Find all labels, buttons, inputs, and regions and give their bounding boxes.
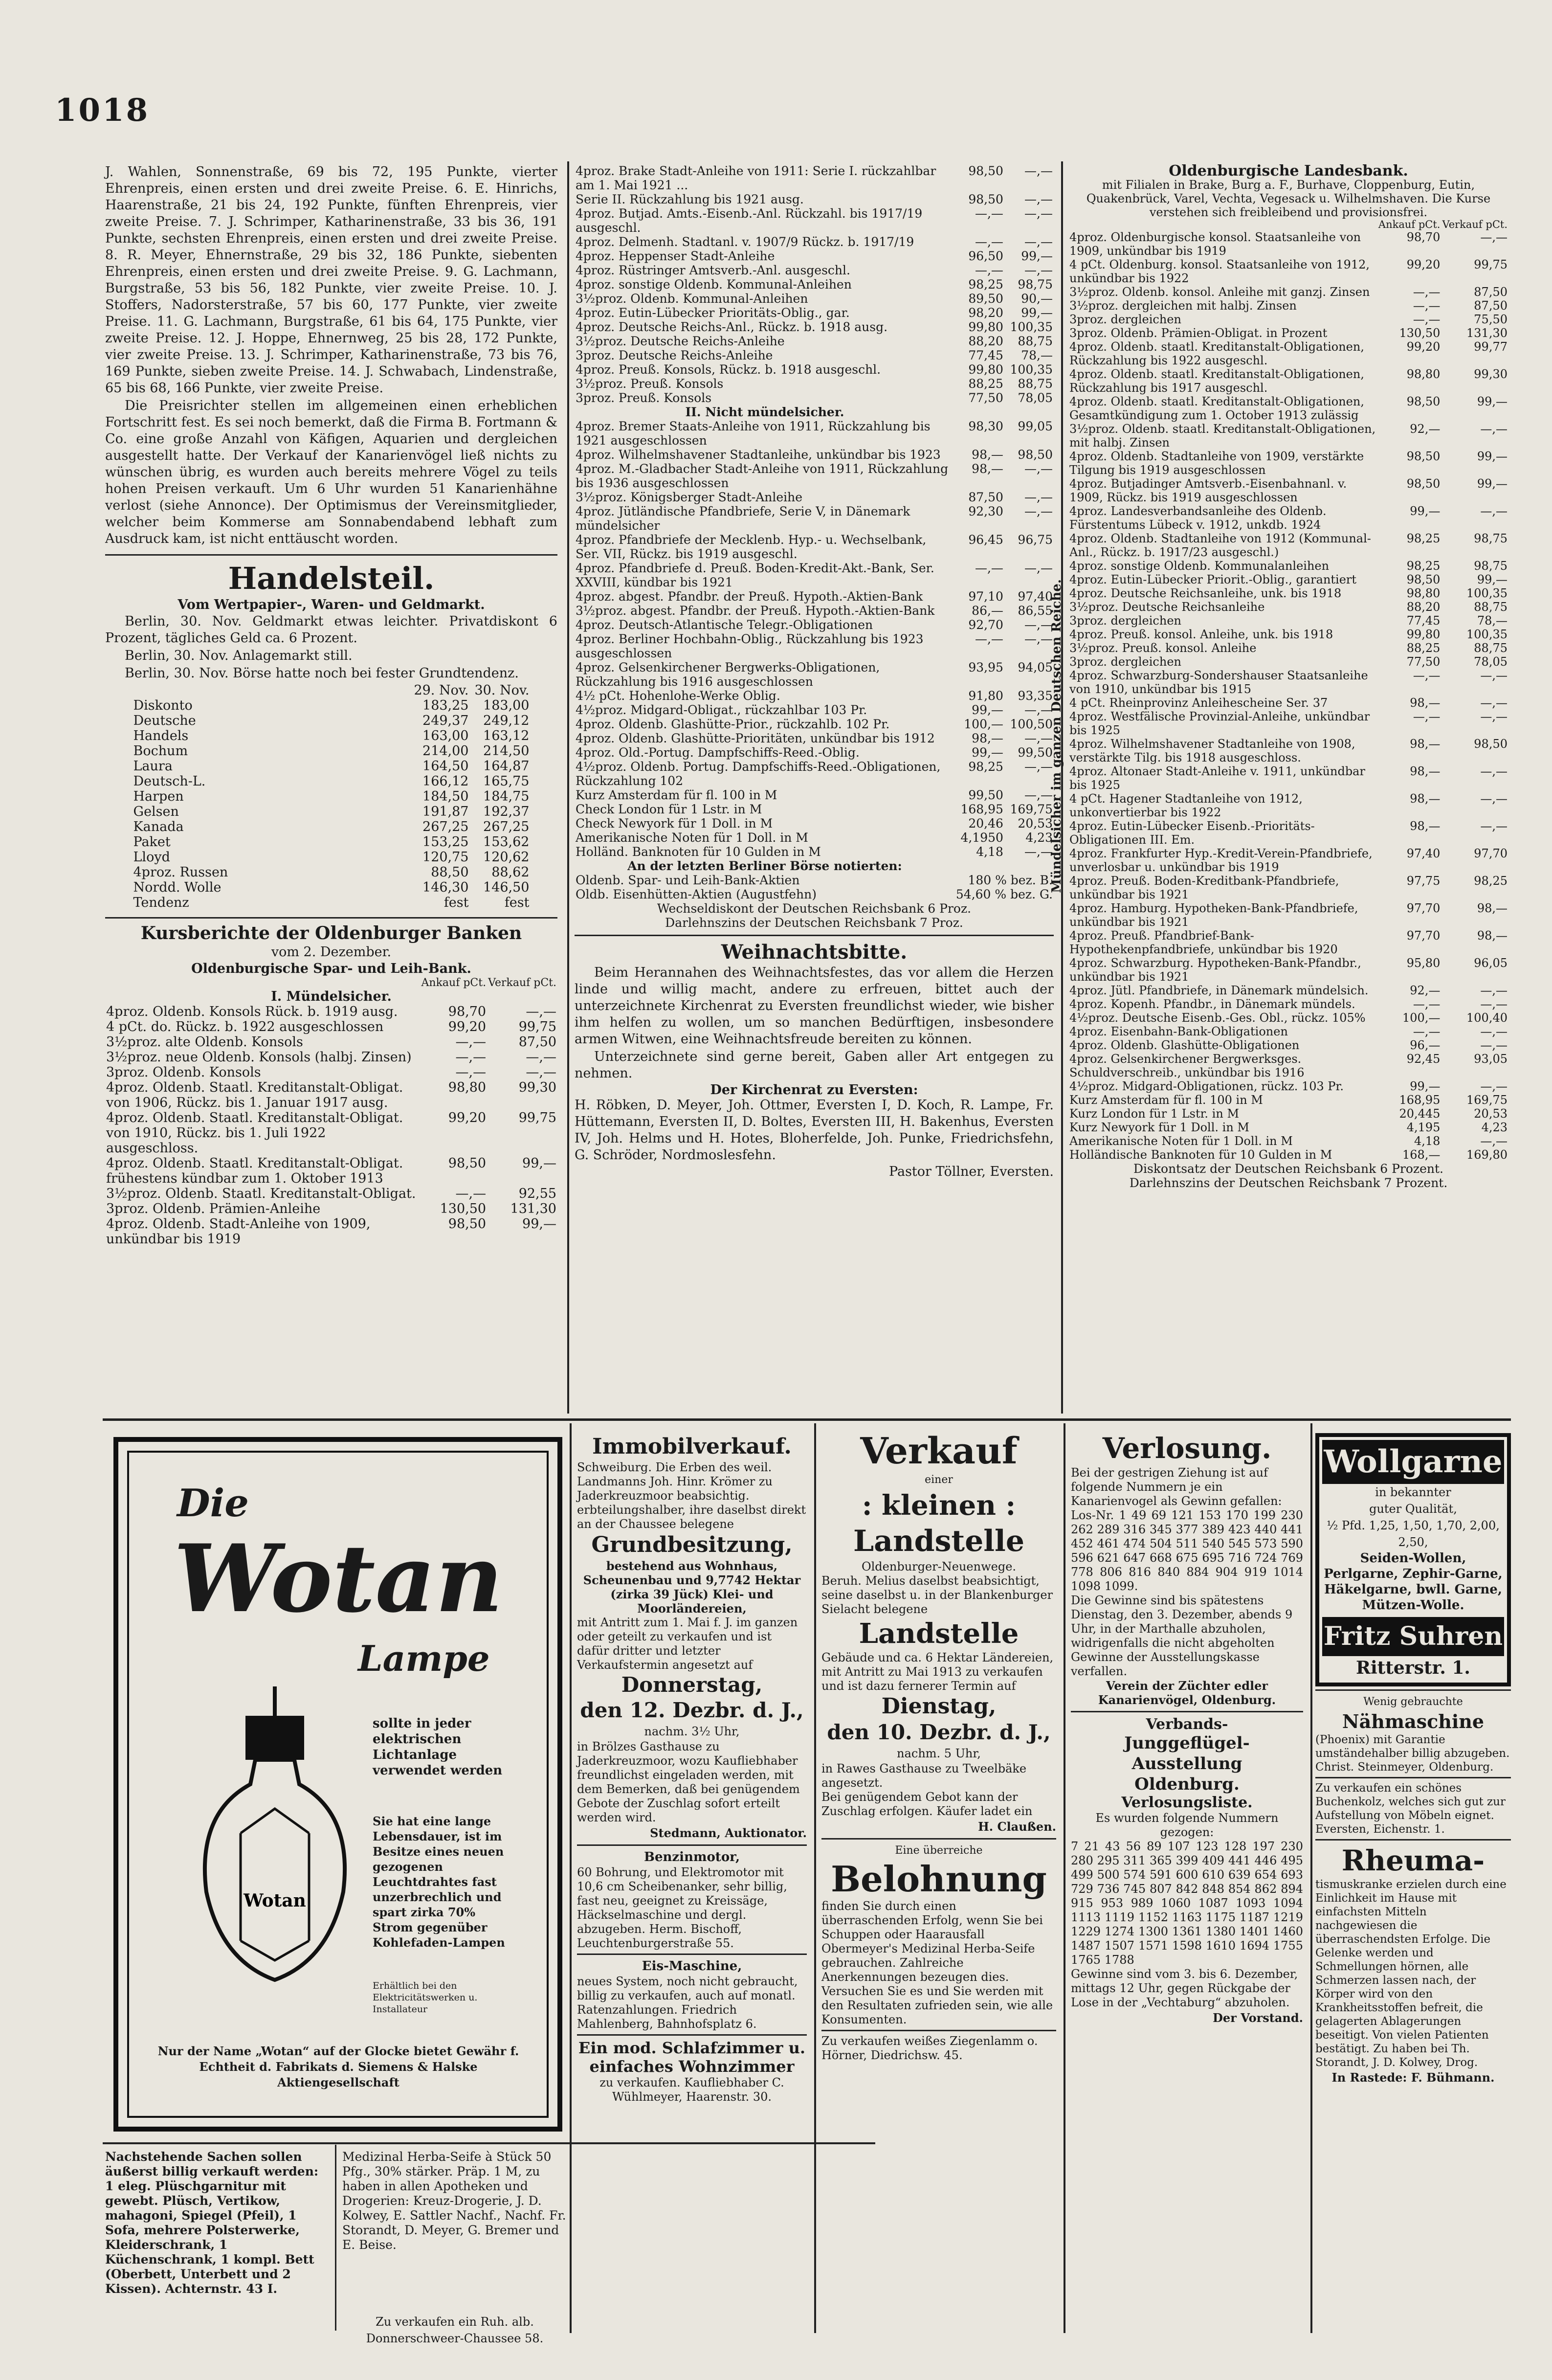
table-row: 4proz. Gelsenkirchener Bergwerks-Obligationen, Rückzahlung bis 1916 ausgeschlossen 93,95 94,05 <box>576 660 1053 689</box>
table-row: 4 pCt. Rheinprovinz Anleihescheine Ser. 37 98,— —,— <box>1069 696 1508 710</box>
market-para-2: Berlin, 30. Nov. Anlagemarkt still. <box>125 648 353 663</box>
side-label <box>1050 467 1064 1005</box>
judges-text: Die Preisrichter stellen im allgemeinen einen erheblichen Fortschritt fest. Es sei noch bemerkt, daß die Firma B. Fortmann & Co. eine große Anzahl von Käfigen, Aquarien und dergleichen ausgestellt hatte. Der Verkauf der Kanarienvögel ließ nichts zu wünschen übrig, es wurden auch bereits mehrere Vögel zu teils hohen Preisen verkauft. Um 6 Uhr wurden 51 Kanarienhähne verlost (siehe Annonce). Der Optimismus der Vereinsmitglieder, welcher beim Kommerse am Sonnabendabend lebhaft zum Ausdruck kam, ist nicht enttäuscht worden. <box>105 398 557 546</box>
immobil-grund: Grundbesitzung, <box>591 1532 793 1557</box>
oldb-banks-title: Kursberichte der Oldenburger Banken <box>140 923 522 943</box>
benzin-text: 60 Bohrung, und Elektromotor mit 10,6 cm Scheibenanker, sehr billig, fast neu, geeignet zu Kreissäge, Häckselmaschine und dergl. abzugeben. Herm. Bischoff, Leuchtenburgerstraße 55. <box>577 1865 787 1950</box>
immobil-time: nachm. 3½ Uhr, <box>644 1725 740 1738</box>
weihnachtsbitte-text2: Unterzeichnete sind gerne bereit, Gaben aller Art entgegen zu nehmen. <box>575 1049 1054 1081</box>
table-row: 4proz. Berliner Hochbahn-Oblig., Rückzahlung bis 1923 ausgeschlossen —,— —,— <box>576 632 1053 660</box>
wotan-footer: Nur der Name „Wotan“ auf der Glocke bietet Gewähr f. Echtheit d. Fabrikats d. Siemens & Halske Aktiengesellschaft <box>157 2044 519 2089</box>
table-row: 3½proz. Preuß. Konsols 88,25 88,75 <box>576 377 1053 391</box>
wollgarne-bekannter: in bekannter <box>1375 1485 1451 1499</box>
table-row: 4proz. Deutsche Reichs-Anl., Rückz. b. 1918 ausg. 99,80 100,35 <box>576 320 1053 334</box>
table-row: 4proz. Wilhelmshavener Stadtanleihe, unkündbar bis 1923 98,— 98,50 <box>576 448 1053 462</box>
table-row: 4proz. Preuß. konsol. Anleihe, unk. bis 1918 99,80 100,35 <box>1069 628 1508 641</box>
table-row: 4proz. Butjadinger Amtsverb.-Eisenbahnanl. v. 1909, Rückz. bis 1919 ausgeschlossen 98,50 99,— <box>1069 477 1508 504</box>
belohnung-eine: Eine überreiche <box>895 1844 983 1857</box>
table-row: Gelsen 191,87 192,37 <box>133 804 530 819</box>
table-row: 4proz. Eutin-Lübecker Priorit.-Oblig., garantiert 98,50 99,— <box>1069 573 1508 586</box>
table-row: 4proz. sonstige Oldenb. Kommunal-Anleihen 98,25 98,75 <box>576 277 1053 292</box>
wotan-lampe: Lampe <box>358 1638 490 1679</box>
table-row: 4proz. abgest. Pfandbr. der Preuß. Hypoth.-Aktien-Bank 97,10 97,40 <box>576 589 1053 604</box>
verkauf-date: den 10. Dezbr. d. J., <box>827 1720 1051 1744</box>
table-row: II. Nicht mündelsicher. <box>685 405 844 419</box>
lower-rule <box>103 2142 875 2144</box>
verlosung-numbers: Los-Nr. 1 49 69 121 153 170 199 230 262 289 316 345 377 389 423 440 441 452 461 474 504 511 540 545 573 590 596 621 647 668 675 695 716 724 769 778 806 816 840 884 904 919 1014 1098 1099. <box>1071 1508 1303 1593</box>
table-row: 3proz. Deutsche Reichs-Anleihe 77,45 78,— <box>576 348 1053 362</box>
verkauf-sig: H. Claußen. <box>978 1819 1056 1834</box>
bulb-label: Wotan <box>244 1890 306 1911</box>
table-row: 4½proz. Midgard-Obligationen, rückz. 103 Pr. 99,— —,— <box>1069 1079 1508 1093</box>
table-row: Handels 163,00 163,12 <box>133 728 530 743</box>
table-row: 3½proz. dergleichen mit halbj. Zinsen —,— 87,50 <box>1069 299 1508 313</box>
herba-ad: Medizinal Herba-Seife à Stück 50 Pfg., 30% stärker. Präp. 1 M, zu haben in allen Apotheken und Drogerien: Kreuz-Drogerie, J. D. Kolwey, E. Sattler Nachf., Nachf. Fr. Storandt, D. Meyer, G. Bremer und E. Beise. <box>342 2150 566 2252</box>
table-row: Kurz Amsterdam für fl. 100 in M 99,50 —,— <box>576 788 1053 802</box>
lightbulb-icon <box>182 1686 368 1995</box>
verkauf-day: Dienstag, <box>881 1694 997 1719</box>
table-row: 3½proz. abgest. Pfandbr. der Preuß. Hypoth.-Aktien-Bank 86,— 86,55 <box>576 604 1053 618</box>
verlosung-sig: Verein der Züchter edler Kanarienvögel, Oldenburg. <box>1098 1679 1276 1707</box>
oldenburg-title: Oldenburg. <box>1134 1774 1240 1794</box>
verkauf-landstelle: Landstelle <box>853 1524 1025 1558</box>
verkauf-ort2: in Rawes Gasthause zu Tweelbäke angesetzt. <box>821 1762 1027 1790</box>
table-row: 4proz. Oldenb. Stadt-Anleihe von 1909, unkündbar bis 1919 98,50 99,— <box>106 1216 556 1247</box>
table-row: 4proz. Jütl. Pfandbriefe, in Dänemark mündelsich. 92,— —,— <box>1069 984 1508 997</box>
table-row: 4proz. Schwarzburg-Sondershauser Staatsanleihe von 1910, unkündbar bis 1915 —,— —,— <box>1069 669 1508 696</box>
immobil-ort: in Brölzes Gasthause zu Jaderkreuzmoor, wozu Kaufliebhaber freundlichst eingeladen werden, mit dem Bemerken, daß bei genügendem Gebote der Zuschlag sofort erteilt werden wird. <box>577 1740 800 1824</box>
schlaf-title: Ein mod. Schlafzimmer u. einfaches Wohnzimmer <box>578 2039 806 2076</box>
immobil-date: den 12. Dezbr. d. J., <box>580 1698 804 1722</box>
table-row: Nordd. Wolle 146,30 146,50 <box>133 880 530 895</box>
wollgarne-box <box>1315 1433 1511 1686</box>
verkauf-text1: Beruh. Melius daselbst beabsichtigt, seine daselbst u. in der Blankenburger Sielacht belegene <box>821 1574 1053 1616</box>
column-rule-1 <box>567 161 569 1414</box>
table-row: 4proz. Preuß. Boden-Kreditbank-Pfandbriefe, unkündbar bis 1921 97,75 98,25 <box>1069 874 1508 901</box>
belohnung-title: Belohnung <box>831 1858 1047 1900</box>
table-row: 4proz. Heppenser Stadt-Anleihe 96,50 99,— <box>576 249 1053 263</box>
table-row: 4proz. Altonaer Stadt-Anleihe v. 1911, unkündbar bis 1925 98,— —,— <box>1069 764 1508 792</box>
section-muendelsicher: I. Mündelsicher. <box>271 989 392 1004</box>
table-row: 4proz. Oldenb. Glashütte-Prior., rückzahlb. 102 Pr. 100,— 100,50 <box>576 717 1053 731</box>
table-row: Oldb. Eisenhütten-Aktien (Augustfehn) 54,60 % bez. G. <box>576 887 1053 901</box>
table-row: Deutsch-L. 166,12 165,75 <box>133 774 530 789</box>
table-row: Lloyd 120,75 120,62 <box>133 850 530 865</box>
belohnung-text: finden Sie durch einen überraschenden Erfolg, wenn Sie bei Schuppen oder Haarausfall Obermeyer's Medizinal Herba-Seife gebrauchen. Zahlreiche Anerkennungen bezeugen dies. Versuchen Sie es und Sie werden mit den Resultaten zufrieden sein, wie alle Konsumenten. <box>821 1899 1053 2026</box>
buche-text: Zu verkaufen ein schönes Buchenkolz, welches sich gut zur Aufstellung von Möbeln eignet. Eversten, Eichenstr. 1. <box>1315 1782 1506 1836</box>
table-row: 4proz. Russen 88,50 88,62 <box>133 865 530 880</box>
table-row: 3½proz. Königsberger Stadt-Anleihe 87,50 —,— <box>576 490 1053 504</box>
wechseldiskont: Wechseldiskont der Deutschen Reichsbank 6 Proz. <box>657 901 972 916</box>
table-row: 4proz. Bremer Staats-Anleihe von 1911, Rückzahlung bis 1921 ausgeschlossen 98,30 99,05 <box>576 419 1053 448</box>
verkauf-landstelle2: Landstelle <box>859 1617 1019 1650</box>
handelsteil-subtitle: Vom Wertpapier-, Waren- und Geldmarkt. <box>177 597 485 612</box>
table-row: 4proz. Delmenh. Stadtanl. v. 1907/9 Rückz. b. 1917/19 —,— —,— <box>576 235 1053 249</box>
column-3 <box>1049 162 1508 1190</box>
ziegenlamm-ad: Zu verkaufen weißes Ziegenlamm o. Hörner, Diedrichsw. 45. <box>821 2034 1038 2062</box>
column-1 <box>105 164 557 1247</box>
table-row: 4proz. Oldenburgische konsol. Staatsanleihe von 1909, unkündbar bis 1919 98,70 —,— <box>1069 230 1508 258</box>
table-row: 4½proz. Deutsche Eisenb.-Ges. Obl., rückz. 105% 100,— 100,40 <box>1069 1011 1508 1025</box>
table-row: Bochum 214,00 214,50 <box>133 743 530 759</box>
table-row: Diskonto 183,25 183,00 <box>133 698 530 713</box>
table-row: 3½proz. Oldenb. Staatl. Kreditanstalt-Obligat. —,— 92,55 <box>106 1186 556 1201</box>
page-number: 1018 <box>55 92 150 129</box>
table-row: Kurz London für 1 Lstr. in M 20,445 20,53 <box>1069 1107 1508 1121</box>
table-row: 4proz. Schwarzburg. Hypotheken-Bank-Pfandbr., unkündbar bis 1921 95,80 96,05 <box>1069 956 1508 984</box>
immobil-sig: Stedmann, Auktionator. <box>650 1826 807 1840</box>
verkauf-title: Verkauf <box>860 1430 1018 1472</box>
table-row: Paket 153,25 153,62 <box>133 834 530 850</box>
market-para-3: Berlin, 30. Nov. Börse hatte noch bei fester Grundtendenz. <box>125 666 519 681</box>
wotan-note-3: Erhältlich bei den Elektricitätswerken u. Installateur <box>373 1980 478 2015</box>
table-row: 4proz. Oldenb. staatl. Kreditanstalt-Obligationen, Rückzahlung bis 1922 ausgeschl. 99,20 99,77 <box>1069 340 1508 367</box>
naehmaschine-text: (Phoenix) mit Garantie umständehalber billig abzugeben. Christ. Steinmeyer, Oldenburg. <box>1315 1733 1510 1774</box>
verkauf-text3: Bei genügendem Gebot kann der Zuschlag erfolgen. Käufer ladet ein <box>821 1790 1033 1818</box>
table-row: 4proz. Deutsche Reichsanleihe, unk. bis 1918 98,80 100,35 <box>1069 586 1508 600</box>
quote-head-blank <box>133 683 409 698</box>
verlosung-ad <box>1071 1431 1303 2026</box>
naehmaschine-title: Nähmaschine <box>1342 1710 1485 1732</box>
verlosung-title: Verlosung. <box>1102 1432 1272 1465</box>
table-row: 3proz. Oldenb. Prämien-Anleihe 130,50 131,30 <box>106 1201 556 1216</box>
table-row: 4proz. Westfälische Provinzial-Anleihe, unkündbar bis 1925 —,— —,— <box>1069 710 1508 737</box>
wollgarne-ad <box>1315 1433 1511 2086</box>
table-row: 4proz. Preuß. Pfandbrief-Bank-Hypothekenpfandbriefe, unkündbar bis 1920 97,70 98,— <box>1069 929 1508 956</box>
immobil-antritt: mit Antritt zum 1. Mai f. J. im ganzen oder geteilt zu verkaufen und ist dafür dritter und letzter Verkaufstermin angesetzt auf <box>577 1616 798 1672</box>
table-row: 4½proz. Midgard-Obligat., rückzahlbar 103 Pr. 99,— —,— <box>576 703 1053 717</box>
nachstehende-ad: Nachstehende Sachen sollen äußerst billig verkauft werden: 1 eleg. Plüschgarnitur mit gewebt. Plüsch, Vertikow, mahagoni, Spiegel (Pfeil), 1 Sofa, mehrere Polsterwerke, Kleiderschrank, 1 Küchenschrank, 1 kompl. Bett (Oberbett, Unterbett und 2 Kissen). Achternstr. 43 I. <box>105 2150 319 2296</box>
table-row: 3proz. Preuß. Konsols 77,50 78,05 <box>576 391 1053 405</box>
table-row: 4proz. Preuß. Konsols, Rückz. b. 1918 ausgeschl. 99,80 100,35 <box>576 362 1053 377</box>
table-row: 3proz. dergleichen 77,45 78,— <box>1069 614 1508 628</box>
table-row: Holländ. Banknoten für 10 Gulden in M 4,18 —,— <box>576 845 1053 859</box>
wotan-name: Wotan <box>174 1524 503 1633</box>
kirchenrat-heading: Der Kirchenrat zu Eversten: <box>710 1082 918 1098</box>
junggefluegel-title: Junggeflügel-Ausstellung <box>1124 1733 1250 1774</box>
verkauf-time: nachm. 5 Uhr, <box>897 1747 981 1760</box>
table-row: Deutsche 249,37 249,12 <box>133 713 530 728</box>
table-row: 4proz. Brake Stadt-Anleihe von 1911: Serie I. rückzahlbar am 1. Mai 1921 ... 98,50 —,— <box>576 164 1053 192</box>
table-row: 4proz. Frankfurter Hyp.-Kredit-Verein-Pfandbriefe, unverlosbar u. unkündbar bis 1919 97,40 97,70 <box>1069 847 1508 874</box>
immobil-title: Immobilverkauf. <box>592 1434 792 1459</box>
table-row: 4 pCt. Hagener Stadtanleihe von 1912, unkonvertierbar bis 1922 98,— —,— <box>1069 792 1508 819</box>
table-row: Holländische Banknoten für 10 Gulden in M 168,— 169,80 <box>1069 1148 1508 1162</box>
table-row: 4proz. Oldenb. Staatl. Kreditanstalt-Obligat. frühestens kündbar zum 1. Oktober 1913 98,50 99,— <box>106 1156 556 1186</box>
wotan-die: Die <box>177 1481 249 1526</box>
table-row: 3½proz. Preuß. konsol. Anleihe 88,25 88,75 <box>1069 641 1508 655</box>
berlin-quotes-table <box>133 683 531 910</box>
table-row: 3proz. Oldenb. Prämien-Obligat. in Prozent 130,50 131,30 <box>1069 326 1508 340</box>
liste-text: Es wurden folgende Nummern gezogen: <box>1095 1811 1279 1839</box>
immobil-day: Donnerstag, <box>621 1673 763 1697</box>
oldb-bank-name: Oldenburgische Spar- und Leih-Bank. <box>191 961 471 976</box>
darlehnszins-3: Darlehnszins der Deutschen Reichsbank 7 Prozent. <box>1129 1176 1448 1190</box>
liste-text4: Gewinne sind vom 3. bis 6. Dezember, mittags 12 Uhr, gegen Rückgabe der Lose in der „Vechtaburg“ abzuholen. <box>1071 1967 1298 2009</box>
table-row: Kanada 267,25 267,25 <box>133 819 530 834</box>
rheuma-title: Rheuma- <box>1341 1844 1485 1877</box>
verkauf-ad <box>821 1431 1056 2063</box>
table-row: 4proz. Oldenb. Glashütte-Obligationen 96,— —,— <box>1069 1038 1508 1052</box>
table-row: Laura 164,50 164,87 <box>133 759 530 774</box>
head-ankauf: Ankauf pCt. <box>421 977 487 989</box>
table-row: Check Newyork für 1 Doll. in M 20,46 20,53 <box>576 816 1053 831</box>
table-row: 4proz. Jütländische Pfandbriefe, Serie V, in Dänemark mündelsicher 92,30 —,— <box>576 504 1053 533</box>
table-row: 4proz. Oldenb. staatl. Kreditanstalt-Obligationen, Rückzahlung bis 1917 ausgeschl. 98,80 99,30 <box>1069 367 1508 395</box>
landesbank-sub: mit Filialen in Brake, Burg a. F., Burhave, Cloppenburg, Eutin, Quakenbrück, Varel, Vechta, Vegesack u. Wilhelmshaven. Die Kurse verstehen sich freibleibend und provisionsfrei. <box>1086 178 1491 219</box>
table-row: 3½proz. neue Oldenb. Konsols (halbj. Zinsen) —,— —,— <box>106 1050 556 1065</box>
table-row: 4proz. Deutsch-Atlantische Telegr.-Obligationen 92,70 —,— <box>576 618 1053 632</box>
table-row: 4proz. Butjad. Amts.-Eisenb.-Anl. Rückzahl. bis 1917/19 ausgeschl. —,— —,— <box>576 206 1053 235</box>
wotan-note-2: Sie hat eine lange Lebensdauer, ist im Besitze eines neuen gezogenen Leuchtdrahtes fast unzerbrechlich und spart zirka 70% Strom gegenüber Kohlefaden-Lampen <box>373 1814 505 1950</box>
table-row: 4 pCt. Oldenburg. konsol. Staatsanleihe von 1912, unkündbar bis 1922 99,20 99,75 <box>1069 258 1508 285</box>
naeh-pre: Wenig gebrauchte <box>1363 1696 1463 1708</box>
table-row: 3½proz. Oldenb. Kommunal-Anleihen 89,50 90,— <box>576 292 1053 306</box>
oldb-banks-date: vom 2. Dezember. <box>271 944 392 960</box>
table-row: 4proz. Pfandbriefe d. Preuß. Boden-Kredit-Akt.-Bank, Ser. XXVIII, kündbar bis 1921 —,— —,— <box>576 561 1053 589</box>
head-verkauf: Verkauf pCt. <box>1442 219 1508 230</box>
table-row: Oldenb. Spar- und Leih-Bank-Aktien 180 % bez. B. <box>576 873 1053 887</box>
head-verkauf: Verkauf pCt. <box>488 977 556 989</box>
side-label-text: Mündelsicher im ganzen Deutschen Reiche. <box>1049 579 1064 893</box>
quote-head-date2: 30. Nov. <box>474 683 530 698</box>
securities-table <box>575 164 1054 901</box>
table-row: 4½proz. Oldenb. Portug. Dampfschiffs-Reed.-Obligationen, Rückzahlung 102 98,25 —,— <box>576 760 1053 788</box>
table-row: 4proz. Hamburg. Hypotheken-Bank-Pfandbriefe, unkündbar bis 1921 97,70 98,— <box>1069 901 1508 929</box>
weihnachtsbitte-title: Weihnachtsbitte. <box>721 941 908 964</box>
table-row: 4proz. Kopenh. Pfandbr., in Dänemark mündels. —,— —,— <box>1069 997 1508 1011</box>
liste-sig: Der Vorstand. <box>1213 2011 1303 2025</box>
rheuma-text: tismuskranke erzielen durch eine Einlichkeit im Hause mit einfachsten Mitteln nachgewiesen die überraschendsten Erfolge. Die Gelenke werden und Schmellungen hörnen, alle Schmerzen lassen nach, der Körper wird von den Krankheitsstoffen befreit, die gelagerten Ablagerungen beseitigt. Von vielen Patienten bestätigt. Zu haben bei Th. Storandt, J. D. Kolwey, Drog. <box>1315 1878 1507 2069</box>
table-row: 3proz. dergleichen —,— 75,50 <box>1069 313 1508 326</box>
verkauf-ort: Oldenburger-Neuenwege. <box>861 1560 1017 1573</box>
immobil-intro: Schweiburg. Die Erben des weil. Landmanns Joh. Hinr. Krömer zu Jaderkreuzmoor beabsichtig. erbteilungshalber, ihre daselbst direkt an der Chaussee belegene <box>577 1460 806 1531</box>
ad-rule-3 <box>1064 1423 1065 2333</box>
table-row: Kurz Amsterdam für fl. 100 in M 168,95 169,75 <box>1069 1093 1508 1107</box>
liste-title: Verlosungsliste. <box>1121 1794 1253 1811</box>
immobil-ad <box>577 1433 807 2104</box>
ad-rule-a <box>335 2145 336 2331</box>
verkauf-text2: Gebäude und ca. 6 Hektar Ländereien, mit Antritt zu Mai 1913 zu verkaufen und ist dazu fernerer Termin auf <box>821 1651 1054 1693</box>
kirchenrat-names: H. Röbken, D. Meyer, Joh. Ottmer, Eversten I, D. Koch, R. Lampe, Fr. Hüttemann, Eversten II, D. Boltes, Eversten III, H. Bakenhus, Eversten IV, Joh. Helms und H. Hotes, Bloherfelde, Joh. Punke, Friedrichsfehn, G. Schröder, Nordmoslesfehn. <box>575 1098 1054 1163</box>
handelsteil-title: Handelsteil. <box>228 561 435 596</box>
table-row: 4½ pCt. Hohenlohe-Werke Oblig. 91,80 93,35 <box>576 689 1053 703</box>
weihnachtsbitte-text: Beim Herannahen des Weihnachtsfestes, das vor allem die Herzen linde und willig macht, andere zu erfreuen, bittet auch der unterzeichnete Kirchenrat zu Eversten freundlichst wieder, wie bisher ihm helfen zu wollen, um so manchen Bedürftigen, insbesondere armen Witwen, eine Weihnachtsfreude bereiten zu können. <box>575 965 1054 1047</box>
prize-list-text: J. Wahlen, Sonnenstraße, 69 bis 72, 195 Punkte, vierter Ehrenpreis, einen ersten und drei zweite Preise. 6. E. Hinrichs, Haarenstraße, 21 bis 24, 192 Punkte, fünften Ehrenpreis, vier zweite Preise. 7. J. Schrimper, Katharinenstraße, 33 bis 36, 191 Punkte, sechsten Ehrenpreis, einen ersten und drei zweite Preise. 8. R. Meyer, Ehnernstraße, 29 bis 32, 186 Punkte, siebenten Ehrenpreis, einen ersten und drei zweite Preise. 9. G. Lachmann, Burgstraße, 53 bis 56, 182 Punkte, vier zweite Preise. 10. J. Stoffers, Nadorsterstraße, 57 bis 60, 177 Punkte, vier zweite Preise. 11. G. Lachmann, Burgstraße, 61 bis 64, 175 Punkte, vier zweite Preise. 12. J. Hoppe, Ehnernweg, 25 bis 28, 172 Punkte, vier zweite Preise. 13. J. Schrimper, Katharinenstraße, 73 bis 76, 169 Punkte, sieben zweite Preise. 14. J. Schwabach, Lindenstraße, 65 bis 68, 166 Punkte, vier zweite Preise. <box>105 164 557 396</box>
table-row: Amerikanische Noten für 1 Doll. in M 4,18 —,— <box>1069 1134 1508 1148</box>
table-row: 4proz. Oldenb. Staatl. Kreditanstalt-Obligat. von 1910, Rückz. bis 1. Juli 1922 ausgeschloss. 99,20 99,75 <box>106 1110 556 1156</box>
table-row: 3proz. Oldenb. Konsols —,— —,— <box>106 1065 556 1080</box>
wollgarne-title: Wollgarne <box>1322 1440 1504 1484</box>
wotan-lamp-ad <box>113 1437 562 2132</box>
wotan-note-1: sollte in jeder elektrischen Lichtanlage verwendet werden <box>373 1716 503 1778</box>
column-2 <box>575 164 1054 1179</box>
table-row: 4proz. Eutin-Lübecker Prioritäts-Oblig., gar. 98,20 99,— <box>576 306 1053 320</box>
table-row: 4proz. Old.-Portug. Dampfschiffs-Reed.-Oblig. 99,— 99,50 <box>576 745 1053 760</box>
table-row: 4proz. Eutin-Lübecker Eisenb.-Prioritäts-Obligationen III. Em. 98,— —,— <box>1069 819 1508 847</box>
table-row: 4proz. Oldenb. Staatl. Kreditanstalt-Obligat. von 1906, Rückz. bis 1. Januar 1917 ausg. 98,80 99,30 <box>106 1080 556 1110</box>
table-row: 4proz. Oldenb. staatl. Kreditanstalt-Obligationen, Gesamtkündigung zum 1. October 1913 zulässig 98,50 99,— <box>1069 395 1508 422</box>
ad-rule-2 <box>814 1423 816 2333</box>
table-row: Check London für 1 Lstr. in M 168,95 169,75 <box>576 802 1053 816</box>
quote-head-date1: 29. Nov. <box>414 683 469 698</box>
section-rule <box>103 1418 1511 1421</box>
fritz-address: Ritterstr. 1. <box>1356 1658 1470 1678</box>
table-row: 3½proz. Deutsche Reichsanleihe 88,20 88,75 <box>1069 600 1508 614</box>
oldb-spar-table <box>105 977 557 1247</box>
fritz-suhren: Fritz Suhren <box>1322 1617 1504 1656</box>
landesbank-table <box>1068 219 1508 1162</box>
table-row: 3½proz. Oldenb. konsol. Anleihe mit ganzj. Zinsen —,— 87,50 <box>1069 285 1508 299</box>
table-row: 4proz. Pfandbriefe der Mecklenb. Hyp.- u. Wechselbank, Ser. VII, Rückz. bis 1919 ausgeschl. 96,45 96,75 <box>576 533 1053 561</box>
wollgarne-prices: ½ Pfd. 1,25, 1,50, 1,70, 2,00, 2,50, <box>1327 1519 1500 1549</box>
rastede-text: In Rastede: F. Bühmann. <box>1331 2070 1495 2085</box>
table-row: 4proz. Eisenbahn-Bank-Obligationen —,— —,— <box>1069 1025 1508 1038</box>
table-row: 4proz. Landesverbandsanleihe des Oldenb. Fürstentums Lübeck v. 1912, unkdb. 1924 99,— —,— <box>1069 504 1508 532</box>
head-ankauf: Ankauf pCt. <box>1378 219 1441 230</box>
pastor-signature: Pastor Töllner, Eversten. <box>889 1164 1054 1179</box>
benzin-title: Benzinmotor, <box>643 1850 740 1864</box>
table-row: 4 pCt. do. Rückz. b. 1922 ausgeschlossen 99,20 99,75 <box>106 1019 556 1034</box>
darlehnszins: Darlehnszins der Deutschen Reichsbank 7 Proz. <box>665 916 963 930</box>
ad-rule-4 <box>1310 1423 1312 2333</box>
eis-text: neues System, noch nicht gebraucht, billig zu verkaufen, auch auf monatl. Ratenzahlungen. Friedrich Mahlenberg, Bahnhofsplatz 6. <box>577 1975 798 2031</box>
bottom-row: Zu verkaufen ein Ruh. alb. Donnerschweer-Chaussee 58. <box>366 2315 544 2345</box>
table-row: Serie II. Rückzahlung bis 1921 ausg. 98,50 —,— <box>576 192 1053 206</box>
landesbank-title: Oldenburgische Landesbank. <box>1169 162 1408 180</box>
table-row: An der letzten Berliner Börse notierten: <box>627 859 902 873</box>
verkauf-einer: einer <box>925 1474 953 1486</box>
verkauf-kleinen: : kleinen : <box>862 1489 1016 1522</box>
table-row: 4proz. Oldenb. Glashütte-Prioritäten, unkündbar bis 1912 98,— —,— <box>576 731 1053 745</box>
table-row: Harpen 184,50 184,75 <box>133 789 530 804</box>
wollgarne-items: Seiden-Wollen, Perlgarne, Zephir-Garne, Häkelgarne, bwll. Garne, Mützen-Wolle. <box>1324 1551 1503 1613</box>
table-row: Kurz Newyork für 1 Doll. in M 4,195 4,23 <box>1069 1121 1508 1134</box>
ad-rule-1 <box>570 1423 572 2333</box>
table-row: 4proz. Oldenb. Stadtanleihe von 1909, verstärkte Tilgung bis 1919 ausgeschlossen 98,50 99,— <box>1069 449 1508 477</box>
table-row: 3½proz. Deutsche Reichs-Anleihe 88,20 88,75 <box>576 334 1053 348</box>
eis-title: Eis-Maschine, <box>642 1959 742 1974</box>
immobil-grund2: bestehend aus Wohnhaus, Scheunenbau und 9,7742 Hektar (zirka 39 Jück) Klei- und Moorländereien, <box>583 1559 801 1616</box>
table-row: 4proz. Wilhelmshavener Stadtanleihe von 1908, verstärkte Tilg. bis 1918 ausgeschloss. 98,— 98,50 <box>1069 737 1508 764</box>
verlosung-text2: Die Gewinne sind bis spätestens Dienstag, den 3. Dezember, abends 9 Uhr, in der Marthalle abzuholen, widrigenfalls die nicht abgeholten Gewinne der Ausstellungskasse verfallen. <box>1071 1594 1293 1678</box>
diskontsatz: Diskontsatz der Deutschen Reichsbank 6 Prozent. <box>1133 1162 1443 1176</box>
schlaf-text: zu verkaufen. Kaufliebhaber C. Wühlmeyer, Haarenstr. 30. <box>599 2076 784 2104</box>
table-row: 4proz. sonstige Oldenb. Kommunalanleihen 98,25 98,75 <box>1069 559 1508 573</box>
table-row: Tendenz fest fest <box>133 895 530 910</box>
table-row: 3½proz. Oldenb. staatl. Kreditanstalt-Obligationen, mit halbj. Zinsen 92,— —,— <box>1069 422 1508 449</box>
table-row: Amerikanische Noten für 1 Doll. in M 4,1950 4,23 <box>576 831 1053 845</box>
table-row: 3proz. dergleichen 77,50 78,05 <box>1069 655 1508 669</box>
liste-numbers: 7 21 43 56 89 107 123 128 197 230 280 295 311 365 399 409 441 446 495 499 500 574 591 600 610 639 654 693 729 736 745 807 842 848 854 862 894 915 953 989 1060 1087 1093 1094 1113 1119 1152 1163 1175 1187 1219 1229 1274 1300 1361 1380 1401 1460 1487 1507 1571 1598 1610 1694 1755 1765 1788 <box>1071 1840 1303 1967</box>
verbands-title: Verbands- <box>1146 1716 1228 1733</box>
table-row: 4proz. M.-Gladbacher Stadt-Anleihe von 1911, Rückzahlung bis 1936 ausgeschlossen 98,— —,— <box>576 462 1053 490</box>
wollgarne-quality: guter Qualität, <box>1369 1502 1457 1516</box>
table-row: 4proz. Oldenb. Konsols Rück. b. 1919 ausg. 98,70 —,— <box>106 1004 556 1019</box>
table-row: 4proz. Oldenb. Stadtanleihe von 1912 (Kommunal-Anl., Rückz. b. 1917/23 ausgeschl.) 98,25 98,75 <box>1069 532 1508 559</box>
table-row: 3½proz. alte Oldenb. Konsols —,— 87,50 <box>106 1034 556 1050</box>
table-row: 4proz. Gelsenkirchener Bergwerksges. Schuldverschreib., unkündbar bis 1916 92,45 93,05 <box>1069 1052 1508 1079</box>
verlosung-text: Bei der gestrigen Ziehung ist auf folgende Nummern je ein Kanarienvogel als Gewinn gefallen: <box>1071 1466 1282 1508</box>
table-row: 4proz. Rüstringer Amtsverb.-Anl. ausgeschl. —,— —,— <box>576 263 1053 277</box>
market-para-1: Berlin, 30. Nov. Geldmarkt etwas leichter. Privatdiskont 6 Prozent, tägliches Geld ca. 6 Prozent. <box>105 614 557 646</box>
